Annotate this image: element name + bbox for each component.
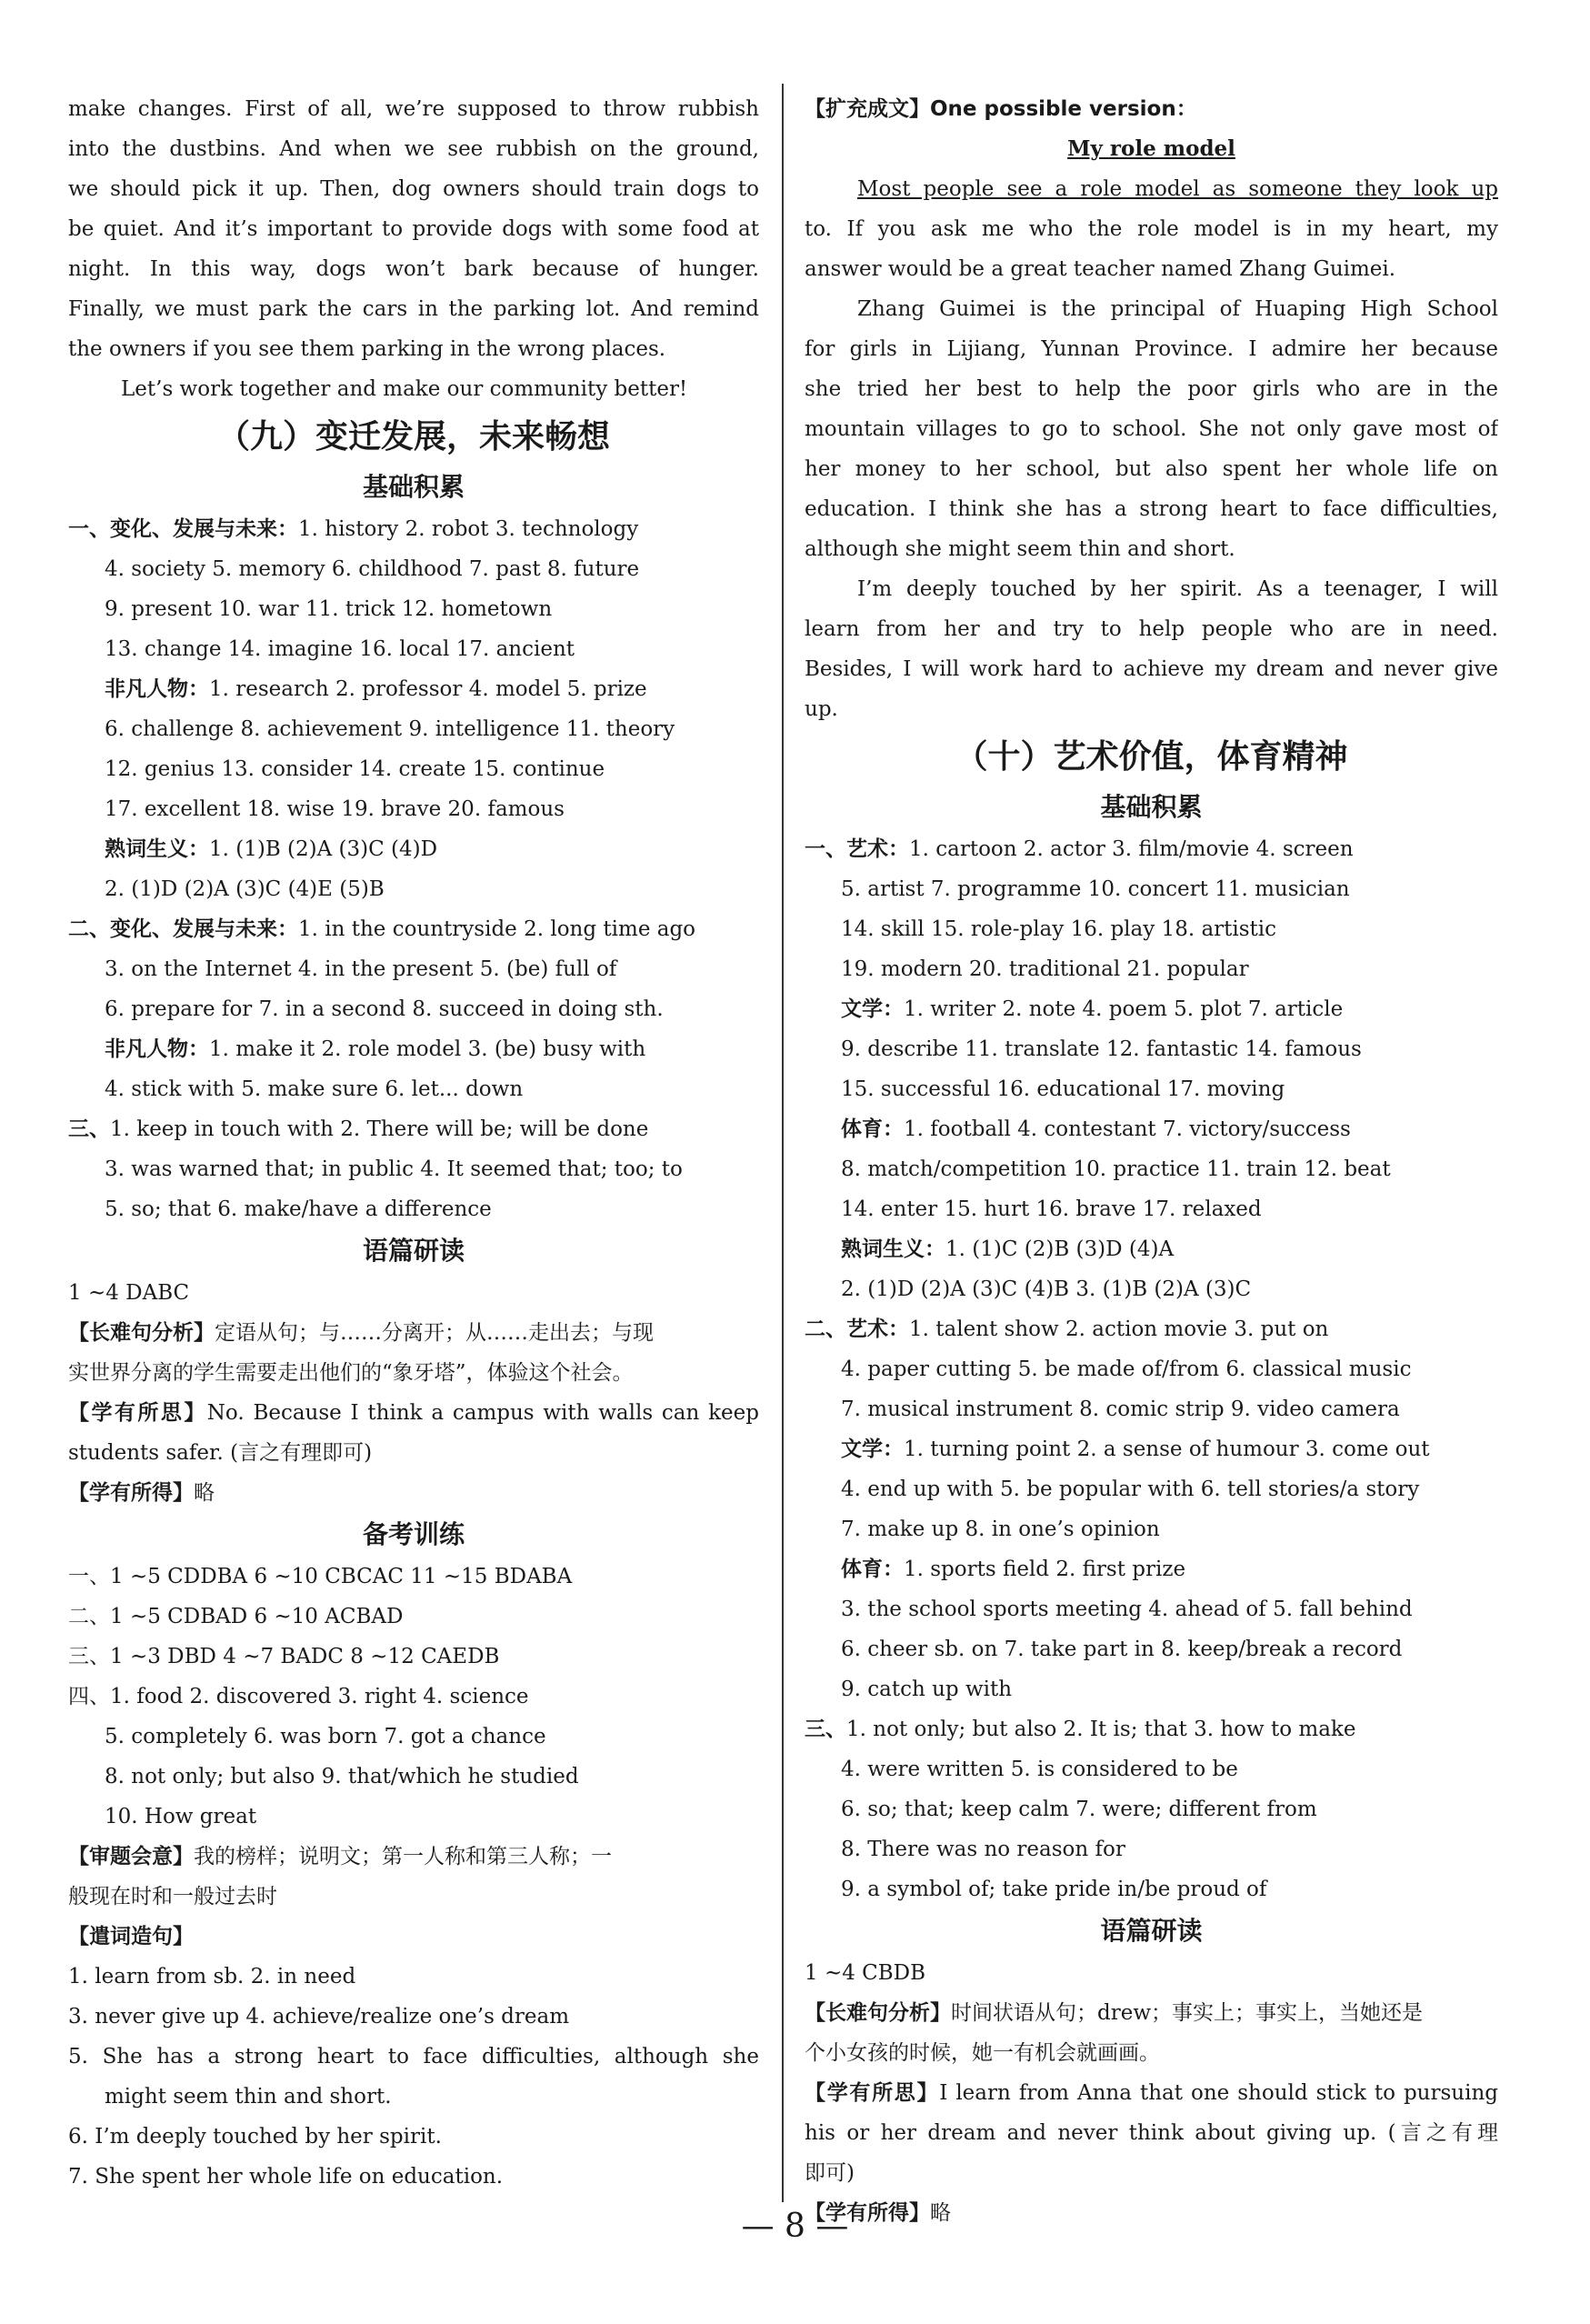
answer-line: 文学：1. writer 2. note 4. poem 5. plot 7. article bbox=[841, 997, 1344, 1021]
analysis-line: 【学有所思】I learn from Anna that one should stick to pursuing bbox=[805, 2081, 1498, 2105]
section-label: 文学： bbox=[841, 997, 904, 1021]
essay-line: mountain villages to go to school. She not only gave most of bbox=[805, 417, 1498, 441]
section-label: 体育： bbox=[841, 1558, 904, 1581]
answer-line: 1 ~4 CBDB bbox=[805, 1961, 926, 1985]
answer-line: 9. describe 11. translate 12. fantastic 14. famous bbox=[841, 1037, 1362, 1061]
answer-line: 2. (1)D (2)A (3)C (4)E (5)B bbox=[105, 877, 385, 901]
bracket-label: 【遣词造句】 bbox=[68, 1925, 194, 1948]
section-label: 体育： bbox=[841, 1117, 904, 1141]
analysis-line: 即可) bbox=[805, 2161, 855, 2185]
bracket-label: 【长难句分析】 bbox=[68, 1321, 215, 1345]
answer-line: 4. were written 5. is considered to be bbox=[841, 1758, 1238, 1781]
section-label: 二、变化、发展与未来： bbox=[68, 917, 298, 941]
essay-line: Most people see a role model as someone they look up bbox=[857, 177, 1498, 201]
essay-line: although she might seem thin and short. bbox=[805, 537, 1235, 561]
answer-line: 文学：1. turning point 2. a sense of humour 3. come out bbox=[841, 1437, 1430, 1461]
essay-line: learn from her and try to help people who are in need. bbox=[805, 617, 1498, 641]
answer-line: 二、艺术：1. talent show 2. action movie 3. put on bbox=[805, 1317, 1329, 1341]
essay-line: Zhang Guimei is the principal of Huaping High School bbox=[857, 297, 1498, 321]
bracket-label: 【长难句分析】 bbox=[805, 2001, 951, 2025]
section-heading: 语篇研读 bbox=[1100, 1916, 1203, 1946]
analysis-line: 【长难句分析】定语从句；与……分离开；从……走出去；与现 bbox=[68, 1321, 654, 1345]
answer-line: 5. artist 7. programme 10. concert 11. musician bbox=[841, 877, 1350, 901]
page-number: — 8 — bbox=[741, 2208, 849, 2245]
section-label: 二、艺术： bbox=[805, 1317, 909, 1341]
essay-line: we should pick it up. Then, dog owners should train dogs to bbox=[68, 177, 759, 201]
answer-line: 1 ~4 DABC bbox=[68, 1281, 190, 1305]
analysis-line: his or her dream and never think about giving up. (言之有理 bbox=[805, 2121, 1498, 2145]
section-label: 熟词生义： bbox=[841, 1237, 945, 1261]
answer-line: 6. cheer sb. on 7. take part in 8. keep/break a record bbox=[841, 1638, 1403, 1661]
answer-line: 6. challenge 8. achievement 9. intelligence 11. theory bbox=[105, 717, 675, 741]
analysis-line: 【学有所思】No. Because I think a campus with walls can keep bbox=[68, 1401, 759, 1425]
bracket-label: 【学有所得】 bbox=[68, 1481, 194, 1505]
bracket-label: 【审题会意】 bbox=[68, 1845, 194, 1868]
column-divider bbox=[782, 84, 784, 2202]
bracket-label: 【学有所思】 bbox=[68, 1401, 207, 1425]
essay-close: Let’s work together and make our community better! bbox=[121, 377, 688, 401]
answer-line: 6. so; that; keep calm 7. were; different from bbox=[841, 1798, 1317, 1821]
answer-line: 8. match/competition 10. practice 11. train 12. beat bbox=[841, 1157, 1391, 1181]
answer-line: 4. paper cutting 5. be made of/from 6. classical music bbox=[841, 1357, 1412, 1381]
unit-title: （九）变迁发展，未来畅想 bbox=[216, 418, 610, 456]
analysis-line: 【学有所得】略 bbox=[68, 1481, 215, 1505]
answer-line: 4. stick with 5. make sure 6. let... down bbox=[105, 1077, 524, 1101]
essay-title: My role model bbox=[1067, 136, 1235, 161]
answer-line: 7. She spent her whole life on education. bbox=[68, 2165, 504, 2189]
answer-line: 熟词生义：1. (1)B (2)A (3)C (4)D bbox=[105, 837, 438, 861]
answer-line: 5. completely 6. was born 7. got a chance bbox=[105, 1725, 546, 1748]
answer-line: 二、变化、发展与未来：1. in the countryside 2. long time ago bbox=[68, 917, 696, 941]
section-label: 一、艺术： bbox=[805, 837, 909, 861]
answer-line: 4. society 5. memory 6. childhood 7. past 8. future bbox=[105, 557, 640, 581]
left-column bbox=[68, 89, 759, 2197]
essay-line: for girls in Lijiang, Yunnan Province. I admire her because bbox=[805, 337, 1498, 361]
essay-line: Finally, we must park the cars in the parking lot. And remind bbox=[68, 297, 759, 321]
answer-line: 二、1 ~5 CDBAD 6 ~10 ACBAD bbox=[68, 1605, 404, 1628]
bracket-label: 【学有所思】 bbox=[805, 2081, 940, 2105]
essay-line: up. bbox=[805, 697, 838, 721]
answer-line: 19. modern 20. traditional 21. popular bbox=[841, 957, 1249, 981]
answer-line: 14. skill 15. role-play 16. play 18. artistic bbox=[841, 917, 1277, 941]
answer-line: 5. She has a strong heart to face difficulties, although she bbox=[68, 2045, 759, 2069]
section-label: 三、 bbox=[805, 1718, 846, 1741]
answer-line: 1. learn from sb. 2. in need bbox=[68, 1965, 356, 1988]
answer-line: 三、1. keep in touch with 2. There will be; will be done bbox=[68, 1117, 649, 1141]
unit-title: （十）艺术价值，体育精神 bbox=[955, 738, 1348, 776]
answer-line: 四、1. food 2. discovered 3. right 4. science bbox=[68, 1685, 529, 1708]
essay-line: Besides, I will work hard to achieve my dream and never give bbox=[805, 657, 1498, 681]
answer-line: 4. end up with 5. be popular with 6. tell stories/a story bbox=[841, 1478, 1420, 1501]
answer-line: 3. was warned that; in public 4. It seemed that; too; to bbox=[105, 1157, 683, 1181]
answer-line: 3. the school sports meeting 4. ahead of 5. fall behind bbox=[841, 1598, 1413, 1621]
answer-line: 三、1 ~3 DBD 4 ~7 BADC 8 ~12 CAEDB bbox=[68, 1645, 500, 1668]
answer-line: 13. change 14. imagine 16. local 17. ancient bbox=[105, 637, 575, 661]
answer-line: 15. successful 16. educational 17. moving bbox=[841, 1077, 1285, 1101]
answer-line: 3. never give up 4. achieve/realize one’s dream bbox=[68, 2005, 570, 2028]
answer-line: 一、变化、发展与未来：1. history 2. robot 3. technology bbox=[68, 517, 639, 541]
answer-line: might seem thin and short. bbox=[105, 2085, 392, 2109]
section-label: 三、 bbox=[68, 1117, 110, 1141]
answer-line: 14. enter 15. hurt 16. brave 17. relaxed bbox=[841, 1197, 1262, 1221]
answer-line: 非凡人物：1. research 2. professor 4. model 5. prize bbox=[105, 677, 647, 701]
answer-line: 体育：1. sports field 2. first prize bbox=[841, 1558, 1186, 1581]
section-heading: 基础积累 bbox=[362, 472, 465, 502]
answer-line: 9. a symbol of; take pride in/be proud of bbox=[841, 1878, 1267, 1901]
section-label: 熟词生义： bbox=[105, 837, 209, 861]
analysis-line: 【审题会意】我的榜样；说明文；第一人称和第三人称；一 bbox=[68, 1845, 612, 1868]
answer-line: 5. so; that 6. make/have a difference bbox=[105, 1197, 492, 1221]
answer-line: 8. not only; but also 9. that/which he studied bbox=[105, 1765, 579, 1788]
analysis-line: 【长难句分析】时间状语从句；drew；事实上；事实上，当她还是 bbox=[805, 2001, 1424, 2025]
answer-line: 10. How great bbox=[105, 1805, 257, 1828]
section-heading: 基础积累 bbox=[1100, 792, 1203, 822]
essay-line: she tried her best to help the poor girls who are in the bbox=[805, 377, 1498, 401]
section-label: 非凡人物： bbox=[105, 1037, 209, 1061]
essay-line: make changes. First of all, we’re supposed to throw rubbish bbox=[68, 97, 759, 121]
essay-line: education. I think she has a strong heart to face difficulties, bbox=[805, 497, 1498, 521]
answer-line: 9. present 10. war 11. trick 12. hometown bbox=[105, 597, 553, 621]
answer-line: 6. prepare for 7. in a second 8. succeed in doing sth. bbox=[105, 997, 664, 1021]
right-column bbox=[805, 89, 1498, 2233]
answer-line: 2. (1)D (2)A (3)C (4)B 3. (1)B (2)A (3)C bbox=[841, 1277, 1252, 1301]
section-heading: 备考训练 bbox=[362, 1519, 465, 1549]
expand-heading: 【扩充成文】One possible version： bbox=[805, 97, 1197, 121]
answer-line: 非凡人物：1. make it 2. role model 3. (be) busy with bbox=[105, 1037, 646, 1061]
essay-line: to. If you ask me who the role model is in my heart, my bbox=[805, 217, 1498, 241]
essay-line: night. In this way, dogs won’t bark because of hunger. bbox=[68, 257, 759, 281]
essay-line: be quiet. And it’s important to provide dogs with some food at bbox=[68, 217, 759, 241]
answer-line: 7. make up 8. in one’s opinion bbox=[841, 1518, 1160, 1541]
essay-line: into the dustbins. And when we see rubbish on the ground, bbox=[68, 137, 759, 161]
answer-line: 8. There was no reason for bbox=[841, 1838, 1125, 1861]
answer-line: 一、艺术：1. cartoon 2. actor 3. film/movie 4. screen bbox=[805, 837, 1354, 861]
answer-line: 9. catch up with bbox=[841, 1678, 1013, 1701]
essay-line: her money to her school, but also spent her whole life on bbox=[805, 457, 1498, 481]
section-heading: 语篇研读 bbox=[362, 1236, 465, 1266]
answer-line: 三、1. not only; but also 2. It is; that 3. how to make bbox=[805, 1718, 1356, 1741]
answer-line: 17. excellent 18. wise 19. brave 20. famous bbox=[105, 797, 565, 821]
answer-line: 12. genius 13. consider 14. create 15. continue bbox=[105, 757, 605, 781]
analysis-line: 实世界分离的学生需要走出他们的“象牙塔”，体验这个社会。 bbox=[68, 1361, 634, 1385]
answer-line: 一、1 ~5 CDDBA 6 ~10 CBCAC 11 ~15 BDABA bbox=[68, 1565, 573, 1588]
answer-line: 6. I’m deeply touched by her spirit. bbox=[68, 2125, 442, 2149]
analysis-line: 个小女孩的时候，她一有机会就画画。 bbox=[805, 2041, 1160, 2065]
bracket-label: 【扩充成文】 bbox=[805, 97, 930, 121]
answer-line: 7. musical instrument 8. comic strip 9. video camera bbox=[841, 1397, 1400, 1421]
section-label: 非凡人物： bbox=[105, 677, 209, 701]
analysis-line: students safer. (言之有理即可) bbox=[68, 1441, 373, 1465]
section-label: 文学： bbox=[841, 1437, 904, 1461]
essay-line: the owners if you see them parking in the wrong places. bbox=[68, 337, 666, 361]
bracket-label-line bbox=[68, 1917, 759, 1957]
answer-line: 3. on the Internet 4. in the present 5. (be) full of bbox=[105, 957, 617, 981]
essay-line: answer would be a great teacher named Zhang Guimei. bbox=[805, 257, 1396, 281]
analysis-line: 【学有所得】略 bbox=[805, 2201, 951, 2225]
bracket-label: 【学有所得】 bbox=[805, 2201, 930, 2225]
answer-line: 熟词生义：1. (1)C (2)B (3)D (4)A bbox=[841, 1237, 1175, 1261]
essay-line: I’m deeply touched by her spirit. As a teenager, I will bbox=[857, 577, 1498, 601]
analysis-line: 般现在时和一般过去时 bbox=[68, 1885, 277, 1908]
answer-line: 体育：1. football 4. contestant 7. victory/success bbox=[841, 1117, 1351, 1141]
section-label: 一、变化、发展与未来： bbox=[68, 517, 298, 541]
